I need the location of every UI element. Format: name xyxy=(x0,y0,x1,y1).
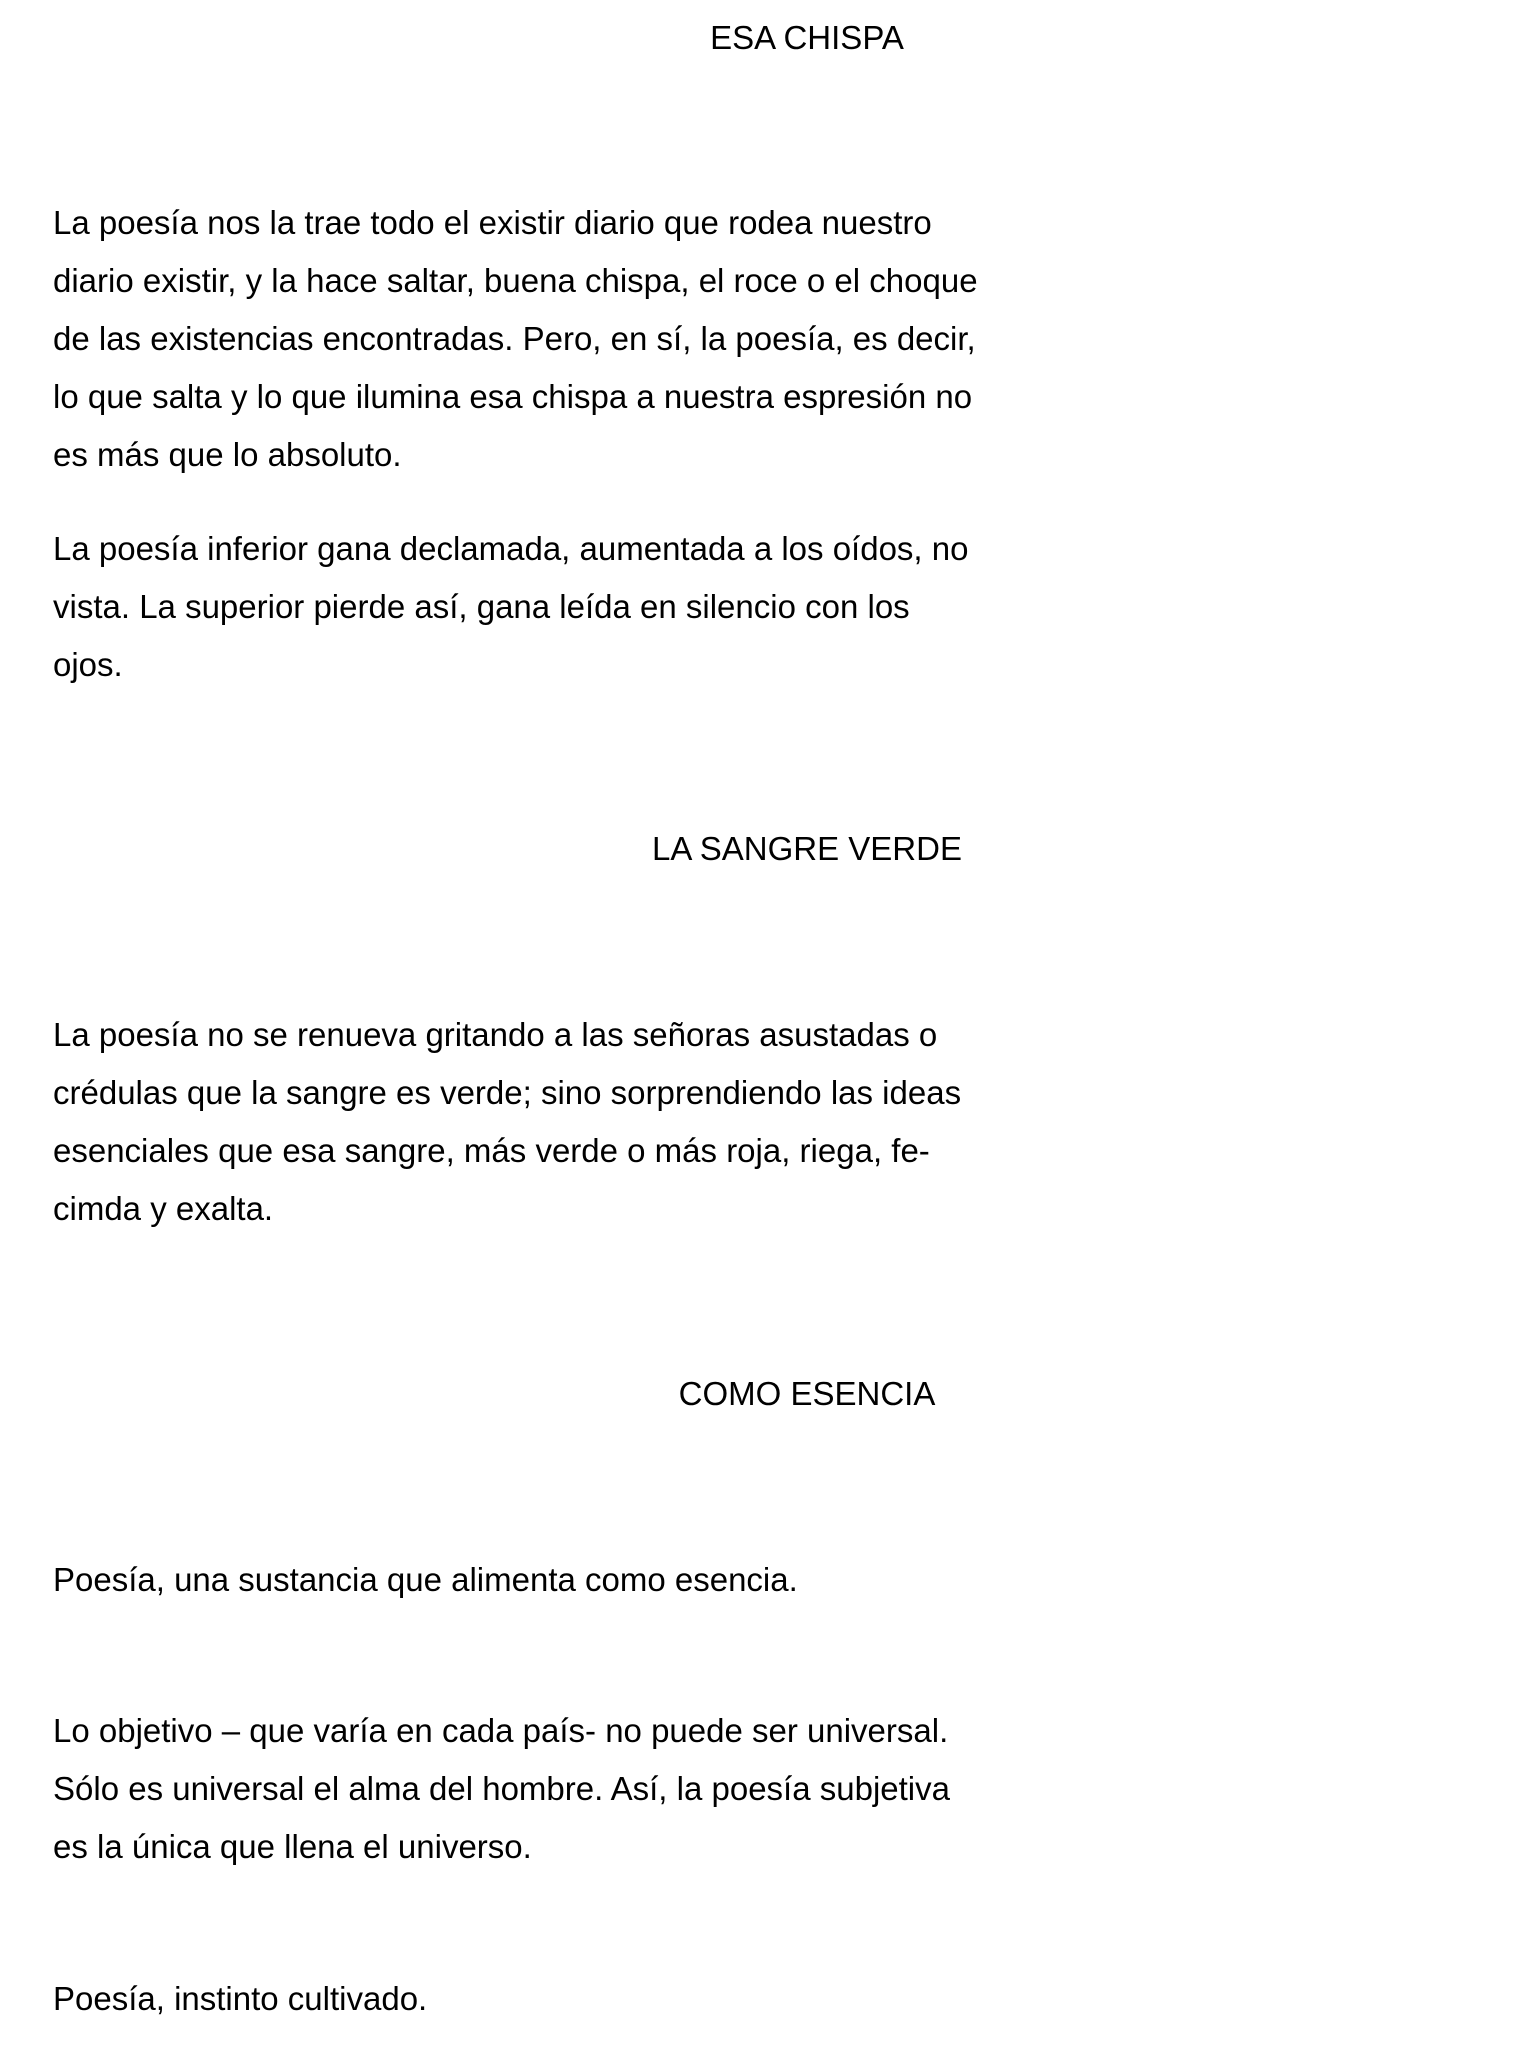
section-title-como-esencia: COMO ESENCIA xyxy=(678,1375,936,1412)
text-line: La poesía nos la trae todo el existir diario que rodea nuestro xyxy=(53,204,932,241)
paragraph-como-esencia-2 xyxy=(53,1702,1053,1876)
paragraph-esa-chispa-2 xyxy=(53,520,1053,694)
text-line: Poesía, instinto cultivado. xyxy=(53,1980,428,2017)
text-line: Sólo es universal el alma del hombre. Así, la poesía subjetiva xyxy=(53,1770,950,1807)
text-line: de las existencias encontradas. Pero, en sí, la poesía, es decir, xyxy=(53,320,976,357)
text-line: esenciales que esa sangre, más verde o más roja, riega, fe- xyxy=(53,1132,930,1169)
text-line: vista. La superior pierde así, gana leída en silencio con los xyxy=(53,588,910,625)
text-line: cimda y exalta. xyxy=(53,1190,274,1227)
text-line: crédulas que la sangre es verde; sino sorprendiendo las ideas xyxy=(53,1074,962,1111)
text-line: diario existir, y la hace saltar, buena chispa, el roce o el choque xyxy=(53,262,978,299)
paragraph-esa-chispa-1 xyxy=(53,194,1053,484)
paragraph-como-esencia-1 xyxy=(53,1551,1053,1609)
paragraph-la-sangre-verde-1 xyxy=(53,1006,1053,1238)
section-title-la-sangre-verde: LA SANGRE VERDE xyxy=(652,830,962,867)
text-line: La poesía no se renueva gritando a las señoras asustadas o xyxy=(53,1016,938,1053)
text-line: es la única que llena el universo. xyxy=(53,1828,532,1865)
paragraph-como-esencia-3 xyxy=(53,1970,1053,2028)
text-line: La poesía inferior gana declamada, aumentada a los oídos, no xyxy=(53,530,969,567)
text-line: ojos. xyxy=(53,646,123,683)
text-line: es más que lo absoluto. xyxy=(53,436,402,473)
section-title-esa-chispa: ESA CHISPA xyxy=(710,19,904,56)
text-line: lo que salta y lo que ilumina esa chispa a nuestra espresión no xyxy=(53,378,973,415)
text-line: Lo objetivo – que varía en cada país- no puede ser universal. xyxy=(53,1712,949,1749)
text-line: Poesía, una sustancia que alimenta como esencia. xyxy=(53,1561,798,1598)
